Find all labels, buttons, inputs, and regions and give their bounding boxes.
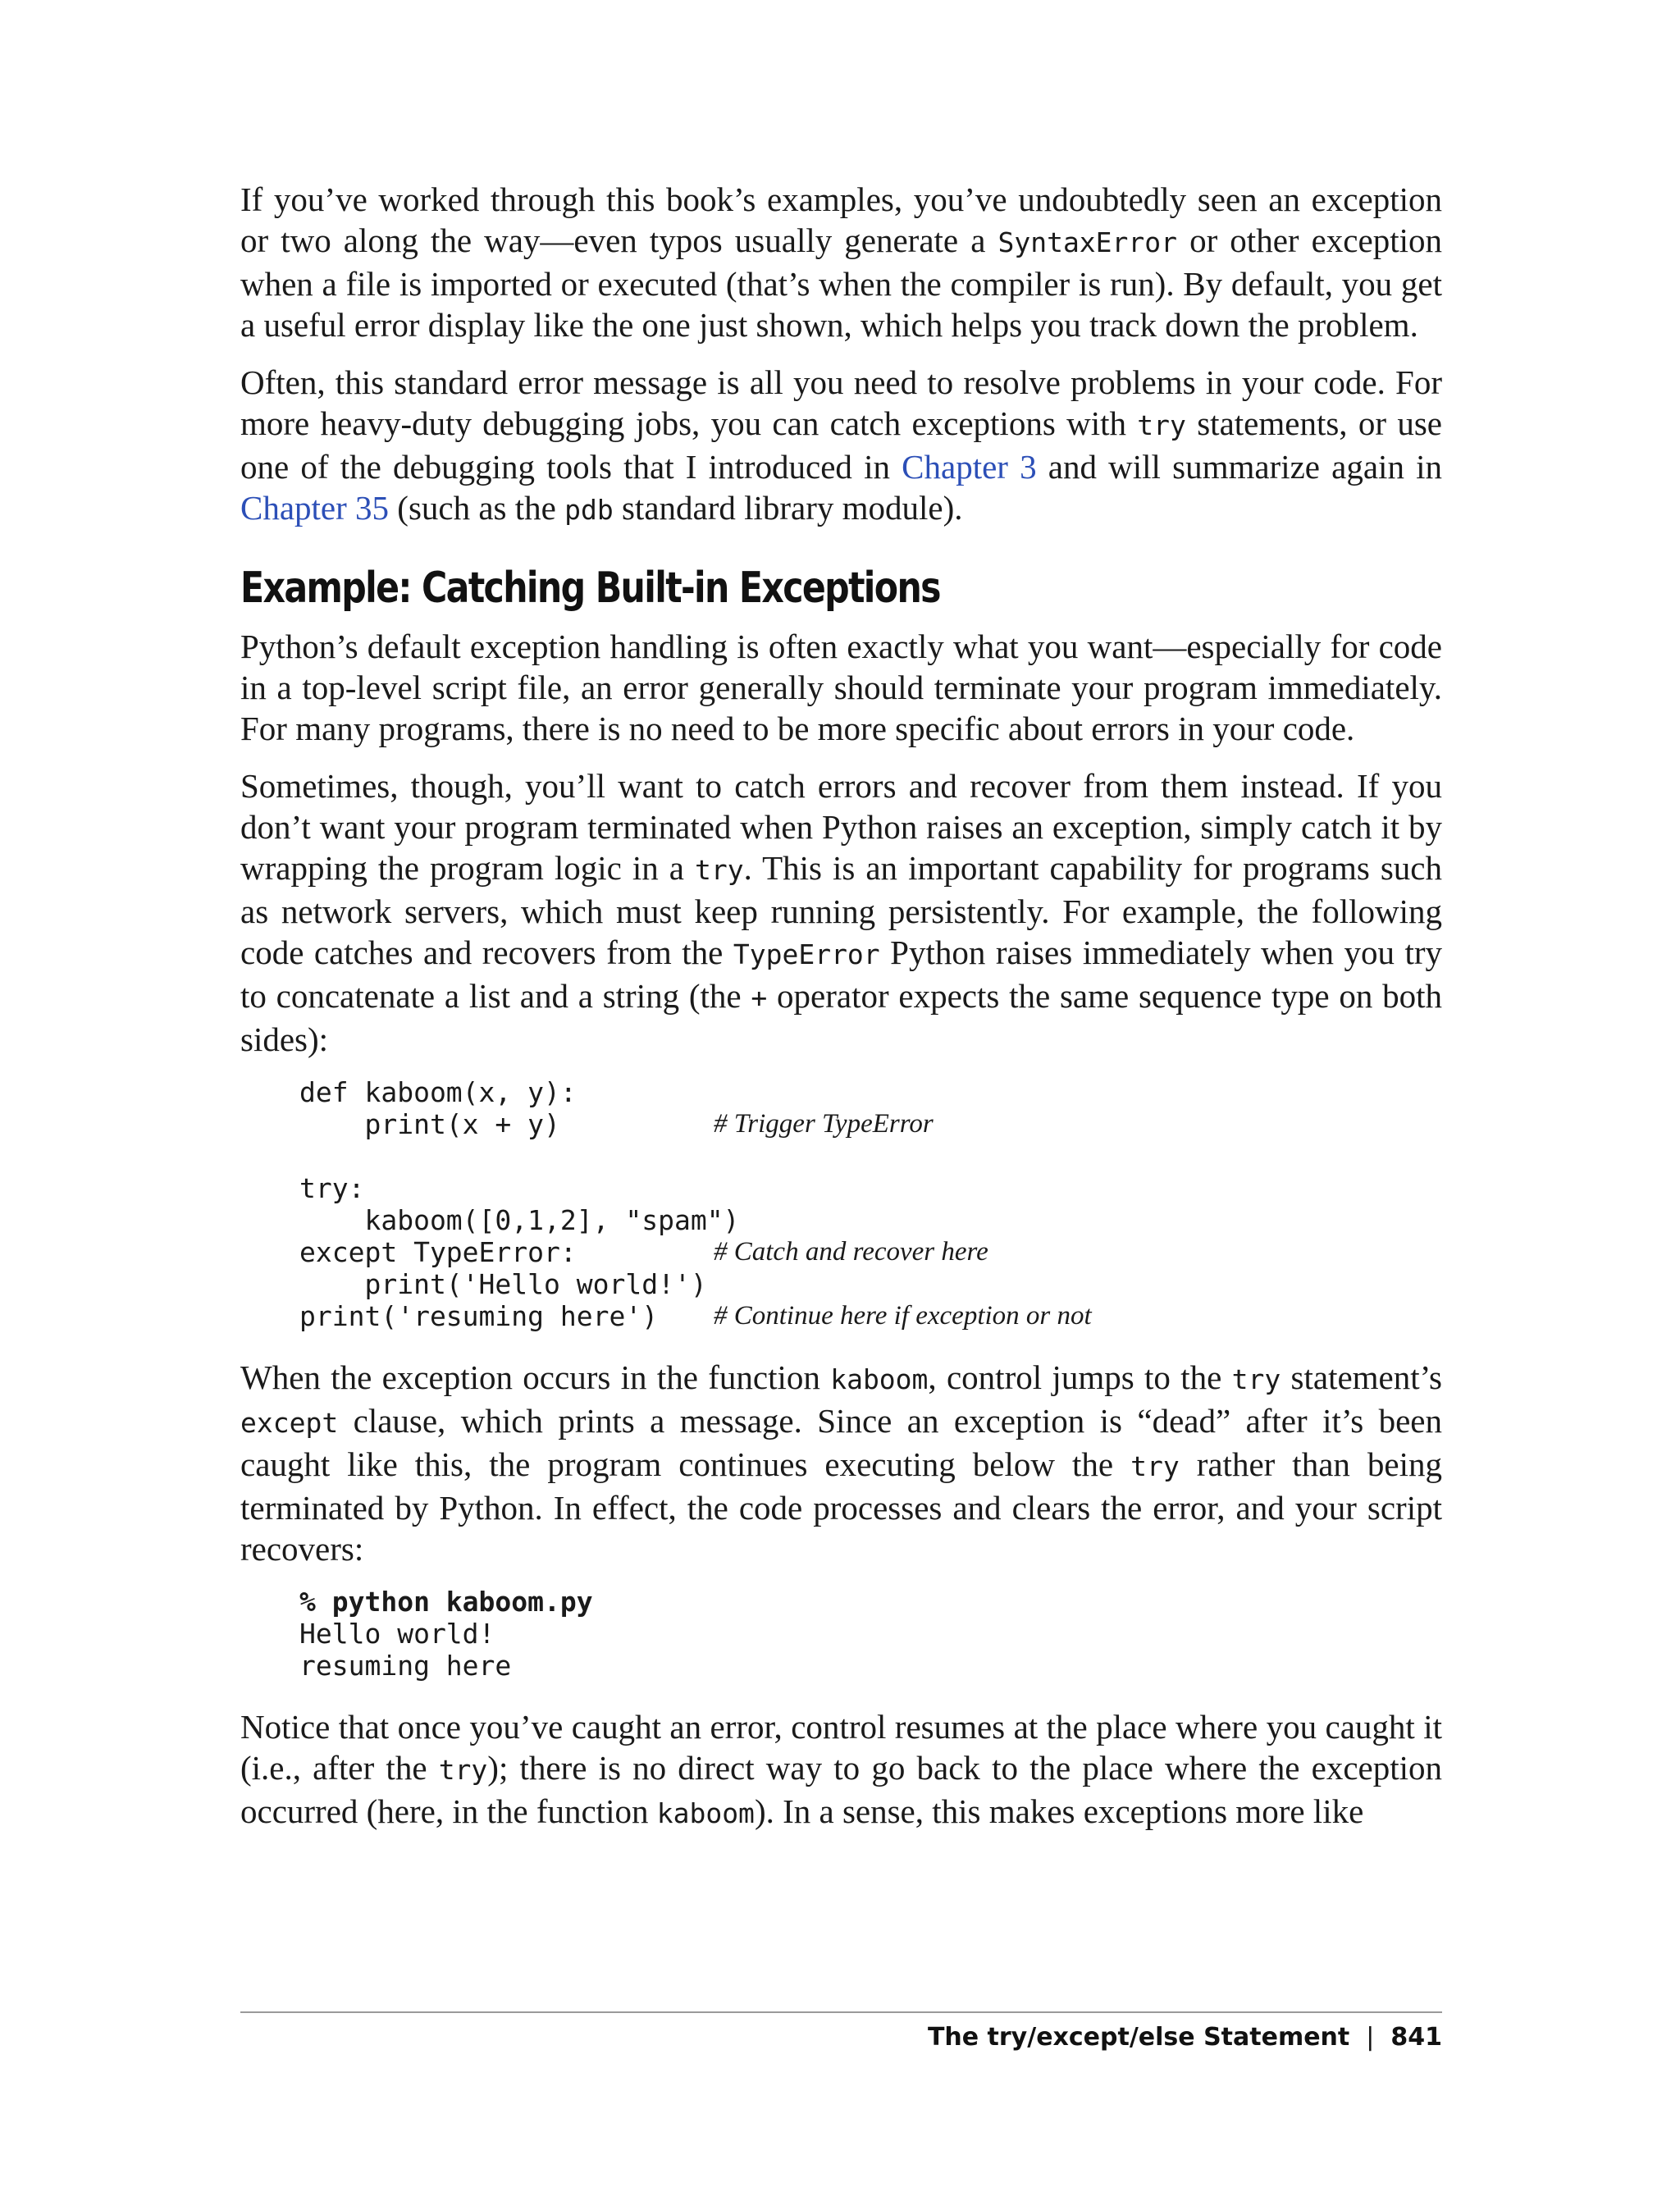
code-text: print('Hello world!') bbox=[299, 1268, 707, 1300]
text: Notice that once you’ve caught an error, control resumes at the place where you caught it (i.e., after the bbox=[240, 1708, 1442, 1787]
text: statements, or use one of the debugging tools that I introduced in bbox=[240, 404, 1442, 486]
text: operator expects the same sequence type on both sides): bbox=[240, 977, 1442, 1058]
page-footer bbox=[240, 2021, 1442, 2054]
text: Often, this standard error message is all you need to resolve problems in your code. For more heavy-duty debugging jobs, you can catch exceptions with bbox=[240, 363, 1442, 442]
output-text: Hello world! bbox=[299, 1618, 495, 1650]
text: (such as the bbox=[389, 489, 565, 527]
text: rather than being terminated by Python. In effect, the code processes and clears the error, and your script recovers: bbox=[240, 1445, 1442, 1568]
code-comment: # Catch and recover here bbox=[714, 1237, 988, 1267]
paragraph-5 bbox=[240, 1357, 1442, 1569]
page-content bbox=[240, 179, 1442, 1851]
inline-code: SyntaxError bbox=[998, 226, 1178, 258]
text: or other exception when a file is imported or executed (that’s when the compiler is run). By default, you get a useful error display like the one just shown, which helps you track down the problem. bbox=[240, 221, 1442, 344]
code-comment: # Continue here if exception or not bbox=[714, 1301, 1092, 1331]
code-text: kaboom([0,1,2], "spam") bbox=[299, 1204, 740, 1236]
code-text: try: bbox=[299, 1172, 365, 1204]
code-text: except TypeError: bbox=[299, 1236, 577, 1268]
text: . This is an important capability for programs such as network servers, which must keep running persistently. For example, the following code catches and recovers from the bbox=[240, 849, 1442, 971]
inline-code: pdb bbox=[564, 494, 614, 526]
text: , control jumps to the bbox=[928, 1358, 1232, 1396]
footer-separator: | bbox=[1366, 2023, 1375, 2052]
code-comment: # Trigger TypeError bbox=[714, 1109, 934, 1139]
inline-code: try bbox=[438, 1754, 488, 1786]
code-line bbox=[299, 1300, 1442, 1332]
chapter-35-link[interactable]: Chapter 35 bbox=[240, 489, 390, 527]
code-line bbox=[299, 1076, 1442, 1108]
text: ). In a sense, this makes exceptions more like bbox=[754, 1792, 1364, 1830]
section-heading: Example: Catching Built-in Exceptions bbox=[240, 564, 940, 613]
inline-code: TypeError bbox=[733, 938, 880, 970]
paragraph-2 bbox=[240, 362, 1442, 531]
code-line bbox=[299, 1236, 1442, 1268]
inline-code: + bbox=[751, 982, 768, 1014]
text: Sometimes, though, you’ll want to catch errors and recover from them instead. If you don’t want your program terminated when Python raises an exception, simply catch it by wrapping the program logic in a bbox=[240, 767, 1442, 887]
code-text: print(x + y) bbox=[299, 1108, 560, 1140]
text: statement’s bbox=[1281, 1358, 1442, 1396]
code-text: print('resuming here') bbox=[299, 1300, 659, 1332]
code-line bbox=[299, 1268, 1442, 1300]
inline-code: kaboom bbox=[656, 1797, 755, 1829]
code-block-kaboom bbox=[299, 1076, 1442, 1332]
inline-code: try bbox=[1130, 1450, 1180, 1482]
paragraph-1 bbox=[240, 179, 1442, 345]
text: When the exception occurs in the function bbox=[240, 1358, 831, 1396]
code-line bbox=[299, 1172, 1442, 1204]
footer-divider bbox=[240, 2011, 1442, 2013]
footer-section-title: The try/except/else Statement bbox=[927, 2023, 1350, 2052]
code-line bbox=[299, 1650, 1442, 1682]
inline-code: kaboom bbox=[830, 1363, 929, 1395]
output-text: resuming here bbox=[299, 1650, 512, 1682]
code-line bbox=[299, 1140, 1442, 1172]
paragraph-3 bbox=[240, 626, 1442, 749]
code-line bbox=[299, 1108, 1442, 1140]
page-number: 841 bbox=[1390, 2023, 1442, 2052]
code-line bbox=[299, 1204, 1442, 1236]
text: standard library module). bbox=[613, 489, 963, 527]
inline-code: try bbox=[1231, 1363, 1281, 1395]
chapter-3-link[interactable]: Chapter 3 bbox=[902, 448, 1037, 486]
code-line bbox=[299, 1586, 1442, 1618]
command-text: % python kaboom.py bbox=[299, 1586, 593, 1618]
text: clause, which prints a message. Since an exception is “dead” after it’s been caught like this, the program continues executing below the bbox=[240, 1402, 1442, 1483]
code-block-output bbox=[299, 1586, 1442, 1682]
code-line bbox=[299, 1618, 1442, 1650]
text: and will summarize again in bbox=[1036, 448, 1443, 486]
paragraph-6 bbox=[240, 1706, 1442, 1834]
text: Python raises immediately when you try to concatenate a list and a string (the bbox=[240, 934, 1442, 1015]
text: ); there is no direct way to go back to the place where the exception occurred (here, in the function bbox=[240, 1749, 1442, 1830]
inline-code: try bbox=[694, 854, 744, 886]
inline-code: try bbox=[1137, 409, 1186, 441]
inline-code: except bbox=[240, 1407, 339, 1439]
text: If you’ve worked through this book’s examples, you’ve undoubtedly seen an exception or two along the way—even typos usually generate a bbox=[240, 180, 1442, 259]
text: Python’s default exception handling is often exactly what you want—especially for code in a top-level script file, an error generally should terminate your program immediately. For many programs, there is no need to be more specific about errors in your code. bbox=[240, 628, 1442, 747]
paragraph-4 bbox=[240, 765, 1442, 1060]
code-text: def kaboom(x, y): bbox=[299, 1076, 577, 1108]
